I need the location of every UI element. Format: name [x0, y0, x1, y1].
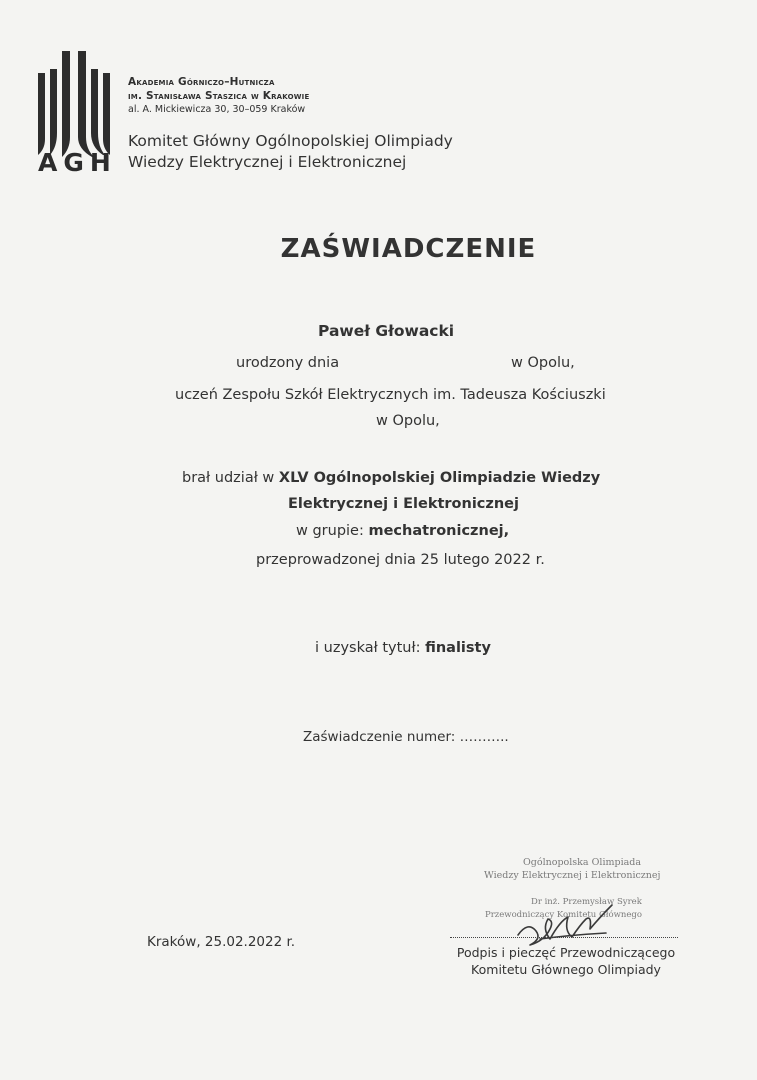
held-on-date: przeprowadzonej dnia 25 lutego 2022 r. — [256, 552, 545, 568]
stamp-line-1: Ogólnopolska Olimpiada — [523, 857, 642, 868]
stamp-line-3: Dr inż. Przemysław Syrek — [531, 897, 642, 907]
institution-address: al. A. Mickiewicza 30, 30–059 Kraków — [128, 104, 306, 115]
institution-block — [128, 76, 309, 117]
participation-line — [182, 470, 600, 486]
institution-name: Akademia Górniczo–Hutnicza — [128, 76, 275, 88]
committee-block — [128, 131, 453, 173]
signature-caption — [450, 944, 682, 978]
group-prefix: w grupie: — [296, 523, 364, 539]
place-and-date: Kraków, 25.02.2022 r. — [147, 934, 296, 950]
awarded-title-value: finalisty — [425, 640, 491, 656]
certificate-number-value: ……….. — [459, 729, 509, 745]
agh-logo-text: AGH — [38, 148, 117, 177]
committee-line-2: Wiedzy Elektrycznej i Elektronicznej — [128, 153, 407, 171]
group-line — [296, 523, 509, 539]
school-name: uczeń Zespołu Szkół Elektrycznych im. Tadeusza Kościuszki — [175, 387, 606, 403]
awarded-title-prefix: i uzyskał tytuł: — [315, 640, 421, 656]
born-place: w Opolu, — [511, 355, 575, 371]
institution-patron: im. Stanisława Staszica w Krakowie — [128, 89, 310, 102]
signature-caption-line-2: Komitetu Głównego Olimpiady — [471, 962, 661, 977]
olympiad-name-2: Elektrycznej i Elektronicznej — [288, 496, 519, 512]
participation-prefix: brał udział w — [182, 470, 275, 486]
stamp-line-4: Przewodniczący Komitetu Głównego — [485, 910, 642, 920]
signature-line — [450, 937, 678, 938]
signature-caption-line-1: Podpis i pieczęć Przewodniczącego — [456, 945, 676, 960]
document-title: ZAŚWIADCZENIE — [280, 234, 537, 264]
recipient-name: Paweł Głowacki — [318, 322, 455, 340]
awarded-title-line — [315, 640, 491, 656]
olympiad-name-1: XLV Ogólnopolskiej Olimpiadzie Wiedzy — [278, 470, 601, 486]
group-name: mechatronicznej, — [368, 523, 510, 539]
certificate-number-line — [303, 729, 509, 745]
certificate-number-label: Zaświadczenie numer: — [303, 729, 456, 745]
school-city: w Opolu, — [376, 413, 440, 429]
committee-line-1: Komitet Główny Ogólnopolskiej Olimpiady — [128, 132, 453, 150]
stamp-line-2: Wiedzy Elektrycznej i Elektronicznej — [484, 870, 661, 881]
born-prefix: urodzony dnia — [236, 355, 340, 371]
